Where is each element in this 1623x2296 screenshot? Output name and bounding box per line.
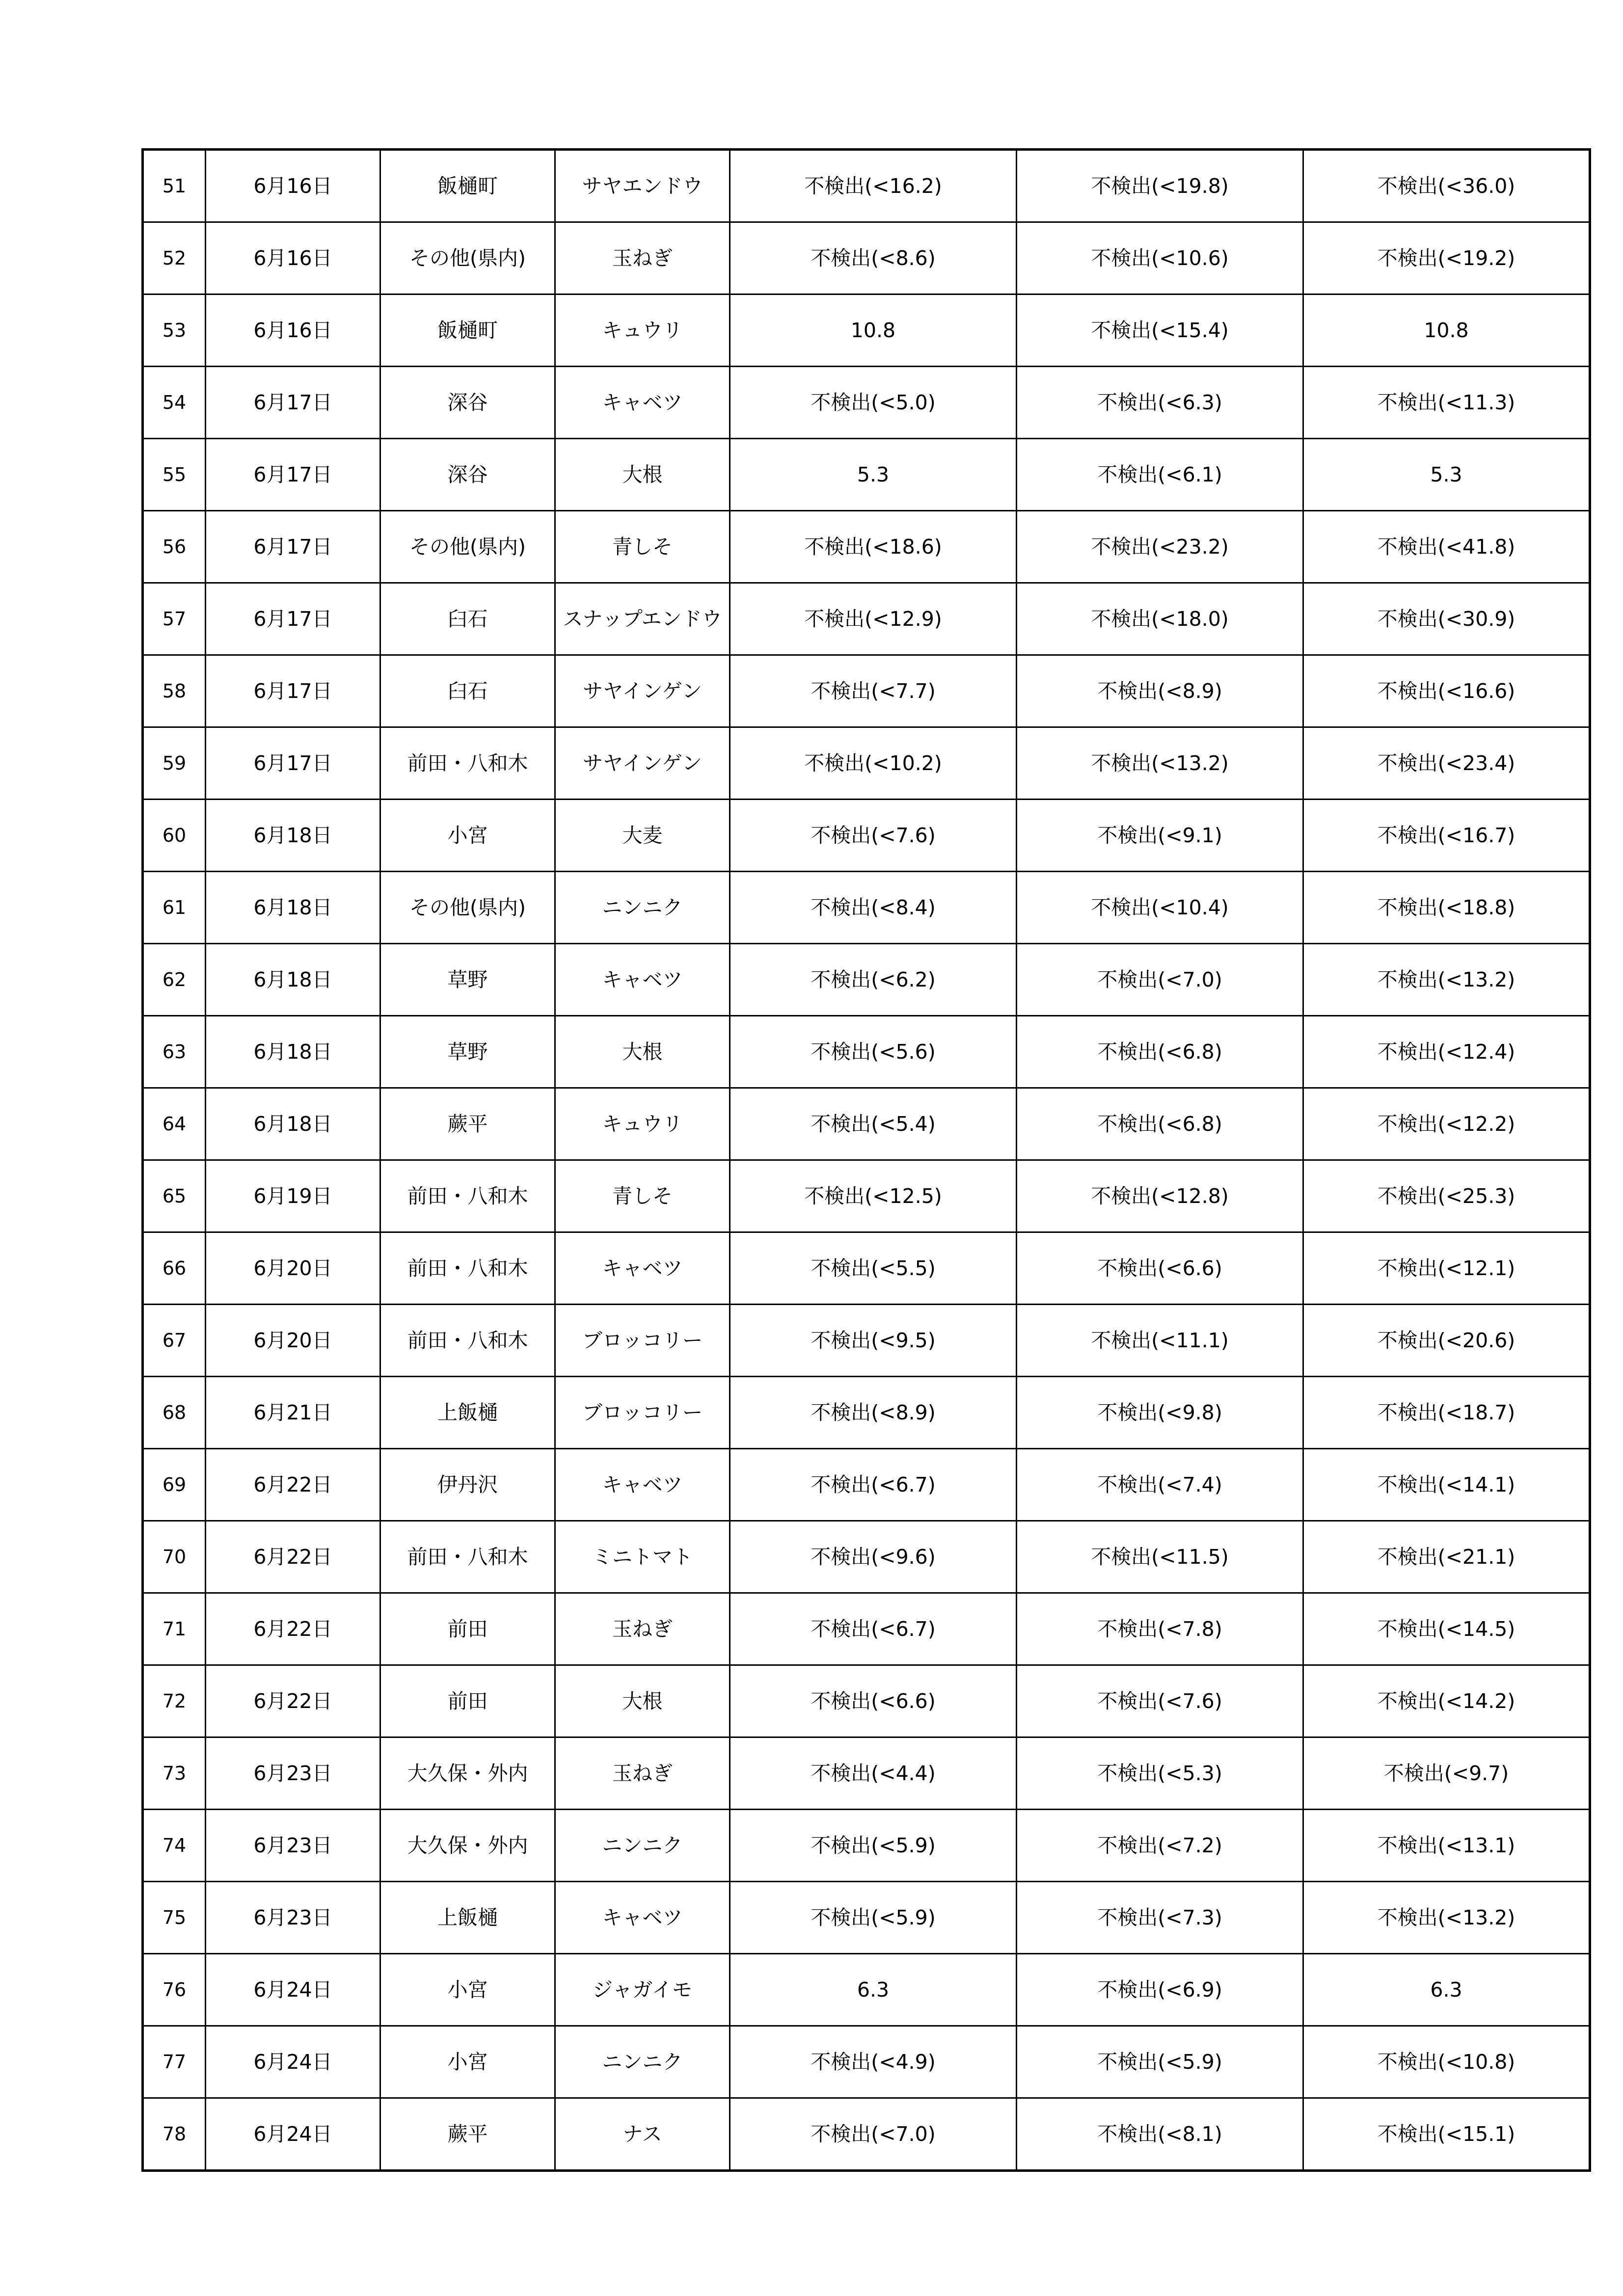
area-cell: 前田・八和木 <box>380 1521 555 1593</box>
row-number-cell: 77 <box>143 2026 206 2098</box>
item-cell: ジャガイモ <box>555 1954 730 2026</box>
area-cell: 飯樋町 <box>380 150 555 222</box>
value-3-cell: 不検出(<14.5) <box>1303 1593 1590 1665</box>
value-2-cell: 不検出(<11.5) <box>1017 1521 1303 1593</box>
area-cell: 小宮 <box>380 2026 555 2098</box>
table-row <box>143 439 1590 511</box>
table-row <box>143 1882 1590 1954</box>
value-1-cell: 不検出(<5.0) <box>730 367 1017 439</box>
date-cell: 6月16日 <box>206 222 380 294</box>
value-3-cell: 10.8 <box>1303 294 1590 367</box>
value-1-cell: 不検出(<12.5) <box>730 1160 1017 1232</box>
table-row <box>143 1088 1590 1160</box>
area-cell: 前田・八和木 <box>380 1232 555 1305</box>
value-2-cell: 不検出(<18.0) <box>1017 583 1303 655</box>
value-1-cell: 不検出(<10.2) <box>730 727 1017 800</box>
table-row <box>143 727 1590 800</box>
value-2-cell: 不検出(<11.1) <box>1017 1305 1303 1377</box>
item-cell: キュウリ <box>555 294 730 367</box>
area-cell: 蕨平 <box>380 2098 555 2171</box>
item-cell: キャベツ <box>555 1449 730 1521</box>
value-1-cell: 不検出(<7.0) <box>730 2098 1017 2171</box>
date-cell: 6月19日 <box>206 1160 380 1232</box>
value-2-cell: 不検出(<5.3) <box>1017 1737 1303 1810</box>
row-number-cell: 75 <box>143 1882 206 1954</box>
item-cell: キャベツ <box>555 367 730 439</box>
item-cell: 玉ねぎ <box>555 222 730 294</box>
value-2-cell: 不検出(<15.4) <box>1017 294 1303 367</box>
row-number-cell: 64 <box>143 1088 206 1160</box>
item-cell: キャベツ <box>555 1882 730 1954</box>
date-cell: 6月24日 <box>206 2098 380 2171</box>
table-row <box>143 1521 1590 1593</box>
value-1-cell: 不検出(<5.9) <box>730 1810 1017 1882</box>
value-3-cell: 不検出(<13.2) <box>1303 1882 1590 1954</box>
date-cell: 6月23日 <box>206 1810 380 1882</box>
row-number-cell: 69 <box>143 1449 206 1521</box>
table-body <box>143 150 1590 2171</box>
area-cell: 深谷 <box>380 367 555 439</box>
row-number-cell: 67 <box>143 1305 206 1377</box>
row-number-cell: 78 <box>143 2098 206 2171</box>
value-1-cell: 不検出(<18.6) <box>730 511 1017 583</box>
value-2-cell: 不検出(<23.2) <box>1017 511 1303 583</box>
value-2-cell: 不検出(<6.8) <box>1017 1016 1303 1088</box>
table-row <box>143 1016 1590 1088</box>
value-3-cell: 不検出(<41.8) <box>1303 511 1590 583</box>
row-number-cell: 56 <box>143 511 206 583</box>
value-1-cell: 不検出(<5.5) <box>730 1232 1017 1305</box>
value-2-cell: 不検出(<6.6) <box>1017 1232 1303 1305</box>
value-3-cell: 不検出(<16.7) <box>1303 800 1590 872</box>
date-cell: 6月16日 <box>206 294 380 367</box>
value-1-cell: 不検出(<6.7) <box>730 1449 1017 1521</box>
value-2-cell: 不検出(<5.9) <box>1017 2026 1303 2098</box>
inspection-results-table <box>141 148 1591 2172</box>
value-1-cell: 不検出(<9.6) <box>730 1521 1017 1593</box>
value-1-cell: 不検出(<7.7) <box>730 655 1017 727</box>
value-2-cell: 不検出(<9.1) <box>1017 800 1303 872</box>
table-row <box>143 1160 1590 1232</box>
area-cell: 伊丹沢 <box>380 1449 555 1521</box>
area-cell: 蕨平 <box>380 1088 555 1160</box>
value-1-cell: 不検出(<9.5) <box>730 1305 1017 1377</box>
area-cell: 前田・八和木 <box>380 1160 555 1232</box>
value-3-cell: 不検出(<16.6) <box>1303 655 1590 727</box>
date-cell: 6月22日 <box>206 1665 380 1737</box>
value-3-cell: 不検出(<20.6) <box>1303 1305 1590 1377</box>
value-3-cell: 不検出(<12.1) <box>1303 1232 1590 1305</box>
date-cell: 6月17日 <box>206 511 380 583</box>
value-2-cell: 不検出(<7.8) <box>1017 1593 1303 1665</box>
date-cell: 6月24日 <box>206 2026 380 2098</box>
date-cell: 6月18日 <box>206 1016 380 1088</box>
value-2-cell: 不検出(<6.1) <box>1017 439 1303 511</box>
area-cell: 小宮 <box>380 800 555 872</box>
value-2-cell: 不検出(<6.9) <box>1017 1954 1303 2026</box>
value-3-cell: 不検出(<11.3) <box>1303 367 1590 439</box>
table-row <box>143 2026 1590 2098</box>
table-row <box>143 1377 1590 1449</box>
area-cell: 飯樋町 <box>380 294 555 367</box>
value-3-cell: 5.3 <box>1303 439 1590 511</box>
item-cell: サヤエンドウ <box>555 150 730 222</box>
table-row <box>143 1810 1590 1882</box>
value-2-cell: 不検出(<6.8) <box>1017 1088 1303 1160</box>
item-cell: ブロッコリー <box>555 1305 730 1377</box>
value-2-cell: 不検出(<13.2) <box>1017 727 1303 800</box>
date-cell: 6月23日 <box>206 1882 380 1954</box>
row-number-cell: 57 <box>143 583 206 655</box>
table-row <box>143 294 1590 367</box>
value-3-cell: 不検出(<19.2) <box>1303 222 1590 294</box>
date-cell: 6月18日 <box>206 944 380 1016</box>
item-cell: キャベツ <box>555 1232 730 1305</box>
table-row <box>143 583 1590 655</box>
table-row <box>143 1232 1590 1305</box>
value-2-cell: 不検出(<7.4) <box>1017 1449 1303 1521</box>
date-cell: 6月17日 <box>206 655 380 727</box>
row-number-cell: 65 <box>143 1160 206 1232</box>
value-3-cell: 不検出(<14.2) <box>1303 1665 1590 1737</box>
row-number-cell: 66 <box>143 1232 206 1305</box>
table-row <box>143 2098 1590 2171</box>
value-3-cell: 不検出(<18.8) <box>1303 872 1590 944</box>
row-number-cell: 62 <box>143 944 206 1016</box>
value-3-cell: 不検出(<30.9) <box>1303 583 1590 655</box>
area-cell: 大久保・外内 <box>380 1737 555 1810</box>
item-cell: サヤインゲン <box>555 655 730 727</box>
date-cell: 6月22日 <box>206 1593 380 1665</box>
area-cell: 臼石 <box>380 655 555 727</box>
item-cell: ニンニク <box>555 872 730 944</box>
value-3-cell: 不検出(<12.4) <box>1303 1016 1590 1088</box>
date-cell: 6月24日 <box>206 1954 380 2026</box>
value-1-cell: 6.3 <box>730 1954 1017 2026</box>
row-number-cell: 74 <box>143 1810 206 1882</box>
table-row <box>143 511 1590 583</box>
value-2-cell: 不検出(<8.1) <box>1017 2098 1303 2171</box>
date-cell: 6月17日 <box>206 583 380 655</box>
date-cell: 6月16日 <box>206 150 380 222</box>
value-2-cell: 不検出(<7.0) <box>1017 944 1303 1016</box>
table-row <box>143 1305 1590 1377</box>
value-3-cell: 6.3 <box>1303 1954 1590 2026</box>
area-cell: 草野 <box>380 944 555 1016</box>
area-cell: 前田 <box>380 1593 555 1665</box>
value-1-cell: 不検出(<16.2) <box>730 150 1017 222</box>
row-number-cell: 54 <box>143 367 206 439</box>
row-number-cell: 59 <box>143 727 206 800</box>
value-3-cell: 不検出(<18.7) <box>1303 1377 1590 1449</box>
date-cell: 6月18日 <box>206 800 380 872</box>
table-row <box>143 367 1590 439</box>
date-cell: 6月17日 <box>206 727 380 800</box>
value-2-cell: 不検出(<8.9) <box>1017 655 1303 727</box>
date-cell: 6月22日 <box>206 1449 380 1521</box>
value-3-cell: 不検出(<12.2) <box>1303 1088 1590 1160</box>
table-row <box>143 1665 1590 1737</box>
area-cell: 大久保・外内 <box>380 1810 555 1882</box>
value-1-cell: 不検出(<8.4) <box>730 872 1017 944</box>
value-1-cell: 不検出(<6.2) <box>730 944 1017 1016</box>
value-1-cell: 不検出(<5.6) <box>730 1016 1017 1088</box>
row-number-cell: 51 <box>143 150 206 222</box>
row-number-cell: 58 <box>143 655 206 727</box>
area-cell: 前田 <box>380 1665 555 1737</box>
row-number-cell: 70 <box>143 1521 206 1593</box>
value-3-cell: 不検出(<36.0) <box>1303 150 1590 222</box>
area-cell: その他(県内) <box>380 222 555 294</box>
item-cell: ナス <box>555 2098 730 2171</box>
value-1-cell: 不検出(<7.6) <box>730 800 1017 872</box>
row-number-cell: 60 <box>143 800 206 872</box>
item-cell: キュウリ <box>555 1088 730 1160</box>
item-cell: ニンニク <box>555 1810 730 1882</box>
table-row <box>143 800 1590 872</box>
value-3-cell: 不検出(<13.2) <box>1303 944 1590 1016</box>
value-2-cell: 不検出(<6.3) <box>1017 367 1303 439</box>
value-1-cell: 不検出(<12.9) <box>730 583 1017 655</box>
item-cell: ブロッコリー <box>555 1377 730 1449</box>
value-1-cell: 不検出(<8.6) <box>730 222 1017 294</box>
date-cell: 6月22日 <box>206 1521 380 1593</box>
area-cell: 小宮 <box>380 1954 555 2026</box>
value-3-cell: 不検出(<23.4) <box>1303 727 1590 800</box>
value-3-cell: 不検出(<10.8) <box>1303 2026 1590 2098</box>
value-3-cell: 不検出(<25.3) <box>1303 1160 1590 1232</box>
value-3-cell: 不検出(<13.1) <box>1303 1810 1590 1882</box>
row-number-cell: 61 <box>143 872 206 944</box>
value-3-cell: 不検出(<15.1) <box>1303 2098 1590 2171</box>
row-number-cell: 73 <box>143 1737 206 1810</box>
date-cell: 6月18日 <box>206 1088 380 1160</box>
row-number-cell: 76 <box>143 1954 206 2026</box>
value-3-cell: 不検出(<14.1) <box>1303 1449 1590 1521</box>
value-2-cell: 不検出(<7.2) <box>1017 1810 1303 1882</box>
value-2-cell: 不検出(<12.8) <box>1017 1160 1303 1232</box>
item-cell: キャベツ <box>555 944 730 1016</box>
area-cell: 前田・八和木 <box>380 1305 555 1377</box>
value-2-cell: 不検出(<10.4) <box>1017 872 1303 944</box>
value-1-cell: 5.3 <box>730 439 1017 511</box>
item-cell: 玉ねぎ <box>555 1593 730 1665</box>
row-number-cell: 63 <box>143 1016 206 1088</box>
item-cell: サヤインゲン <box>555 727 730 800</box>
area-cell: その他(県内) <box>380 872 555 944</box>
value-2-cell: 不検出(<7.3) <box>1017 1882 1303 1954</box>
value-1-cell: 不検出(<4.9) <box>730 2026 1017 2098</box>
item-cell: ミニトマト <box>555 1521 730 1593</box>
row-number-cell: 55 <box>143 439 206 511</box>
area-cell: 上飯樋 <box>380 1882 555 1954</box>
value-2-cell: 不検出(<7.6) <box>1017 1665 1303 1737</box>
table-row <box>143 1954 1590 2026</box>
table-row <box>143 1593 1590 1665</box>
value-1-cell: 不検出(<6.6) <box>730 1665 1017 1737</box>
item-cell: 大根 <box>555 1665 730 1737</box>
value-2-cell: 不検出(<9.8) <box>1017 1377 1303 1449</box>
area-cell: 臼石 <box>380 583 555 655</box>
value-1-cell: 不検出(<5.4) <box>730 1088 1017 1160</box>
value-2-cell: 不検出(<10.6) <box>1017 222 1303 294</box>
area-cell: 上飯樋 <box>380 1377 555 1449</box>
table-row <box>143 944 1590 1016</box>
item-cell: ニンニク <box>555 2026 730 2098</box>
area-cell: 草野 <box>380 1016 555 1088</box>
value-1-cell: 不検出(<4.4) <box>730 1737 1017 1810</box>
row-number-cell: 71 <box>143 1593 206 1665</box>
value-2-cell: 不検出(<19.8) <box>1017 150 1303 222</box>
value-1-cell: 不検出(<8.9) <box>730 1377 1017 1449</box>
table-row <box>143 150 1590 222</box>
table-row <box>143 1737 1590 1810</box>
table-row <box>143 872 1590 944</box>
table-row <box>143 655 1590 727</box>
table-row <box>143 222 1590 294</box>
row-number-cell: 52 <box>143 222 206 294</box>
value-1-cell: 10.8 <box>730 294 1017 367</box>
area-cell: 深谷 <box>380 439 555 511</box>
item-cell: 大根 <box>555 439 730 511</box>
item-cell: 大麦 <box>555 800 730 872</box>
date-cell: 6月20日 <box>206 1305 380 1377</box>
date-cell: 6月23日 <box>206 1737 380 1810</box>
row-number-cell: 53 <box>143 294 206 367</box>
item-cell: 青しそ <box>555 1160 730 1232</box>
area-cell: 前田・八和木 <box>380 727 555 800</box>
date-cell: 6月18日 <box>206 872 380 944</box>
table-row <box>143 1449 1590 1521</box>
date-cell: 6月21日 <box>206 1377 380 1449</box>
item-cell: 青しそ <box>555 511 730 583</box>
value-1-cell: 不検出(<6.7) <box>730 1593 1017 1665</box>
item-cell: 大根 <box>555 1016 730 1088</box>
value-1-cell: 不検出(<5.9) <box>730 1882 1017 1954</box>
date-cell: 6月17日 <box>206 439 380 511</box>
row-number-cell: 68 <box>143 1377 206 1449</box>
date-cell: 6月20日 <box>206 1232 380 1305</box>
item-cell: スナップエンドウ <box>555 583 730 655</box>
area-cell: その他(県内) <box>380 511 555 583</box>
item-cell: 玉ねぎ <box>555 1737 730 1810</box>
row-number-cell: 72 <box>143 1665 206 1737</box>
value-3-cell: 不検出(<9.7) <box>1303 1737 1590 1810</box>
value-3-cell: 不検出(<21.1) <box>1303 1521 1590 1593</box>
date-cell: 6月17日 <box>206 367 380 439</box>
